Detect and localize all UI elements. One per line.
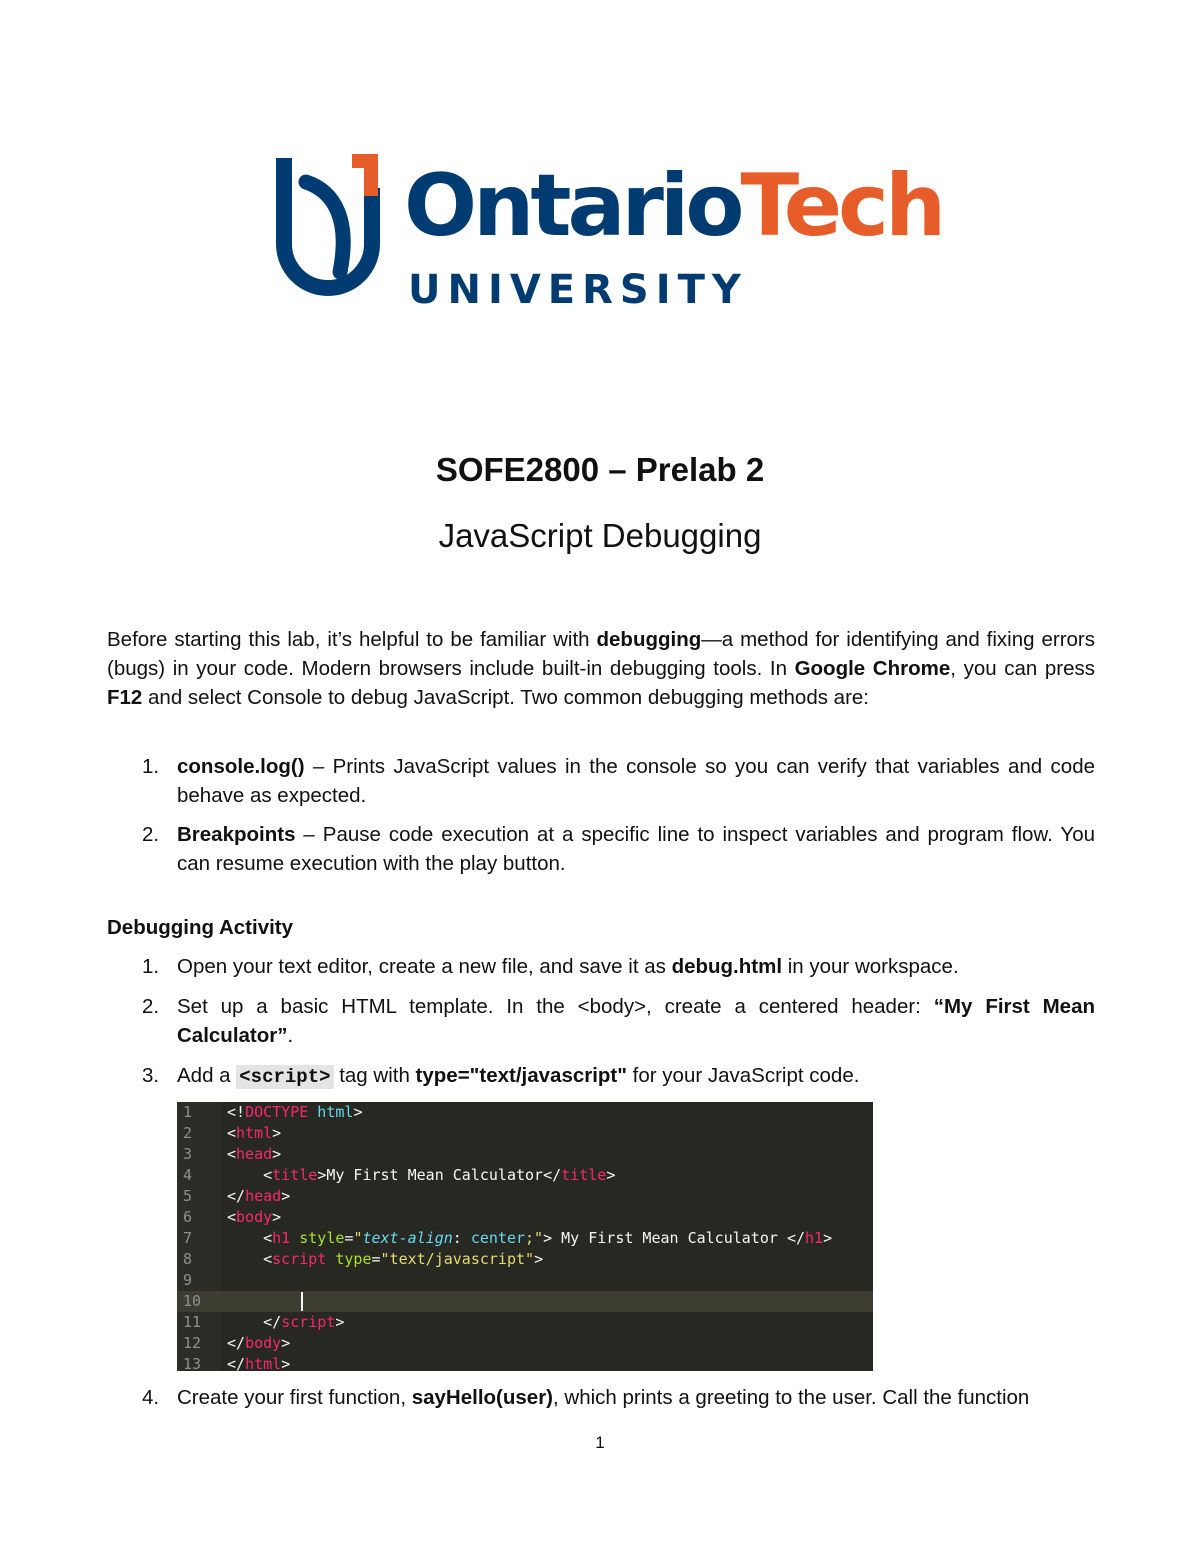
code-line-active: 10 — [177, 1291, 873, 1312]
list-item: 2. Breakpoints – Pause code execution at a specific line to inspect variables and program flow. You can resume execution with the play button. — [142, 823, 1095, 875]
intro-paragraph: Before starting this lab, it’s helpful to be familiar with debugging—a method for identifying and fixing errors (bugs) in your code. Modern browsers include built-in debugging tools. In Google Chrome, you can press F12 and select Console to debug JavaScript. Two common debugging methods are: — [107, 628, 1096, 709]
code-line: 1 <!DOCTYPE html> — [183, 1103, 363, 1121]
ontario-tech-shield-icon — [276, 152, 380, 310]
code-line: 2 <html> — [183, 1124, 282, 1142]
activity-heading: Debugging Activity — [107, 916, 294, 939]
code-line: 13 </html> — [183, 1355, 291, 1371]
code-line: 7 <h1 style="text-align: center;"> My First Mean Calculator </h1> — [183, 1229, 833, 1247]
list-item: 4. Create your first function, sayHello(user), which prints a greeting to the user. Call the function — [142, 1386, 1030, 1409]
logo-wordmark: OntarioTech — [404, 156, 943, 256]
code-line: 5 </head> — [183, 1187, 291, 1205]
code-line: 11 </script> — [183, 1313, 345, 1331]
list-item: 2. Set up a basic HTML template. In the <body>, create a centered header: “My First Mean Calculator”. — [142, 995, 1096, 1047]
code-line: 6 <body> — [183, 1208, 282, 1226]
code-line: 3 <head> — [183, 1145, 282, 1163]
logo-university: UNIVERSITY — [408, 267, 748, 313]
script-tag-chip: <script> — [236, 1065, 333, 1089]
code-line: 4 <title>My First Mean Calculator</title> — [183, 1166, 616, 1184]
text-cursor — [301, 1292, 303, 1311]
document-subtitle: JavaScript Debugging — [438, 517, 762, 554]
document-title: SOFE2800 – Prelab 2 — [435, 451, 765, 488]
code-line: 8 <script type="text/javascript"> — [183, 1250, 544, 1268]
activity-steps-list — [107, 952, 1095, 1103]
code-line: 12 </body> — [183, 1334, 291, 1352]
list-item: 1. console.log() – Prints JavaScript values in the console so you can verify that variables and code behave as expected. — [142, 755, 1095, 807]
debugging-methods-list — [107, 752, 1095, 888]
page-number: 1 — [595, 1433, 605, 1452]
code-editor-screenshot — [177, 1102, 873, 1371]
code-line: 9 — [183, 1271, 193, 1289]
list-item: 3. Add a <script> tag with type="text/javascript" for your JavaScript code. — [142, 1064, 860, 1088]
activity-steps-list-continued — [107, 1383, 1095, 1412]
list-item: 1. Open your text editor, create a new file, and save it as debug.html in your workspace. — [142, 955, 959, 978]
ontario-tech-logo — [276, 152, 943, 314]
